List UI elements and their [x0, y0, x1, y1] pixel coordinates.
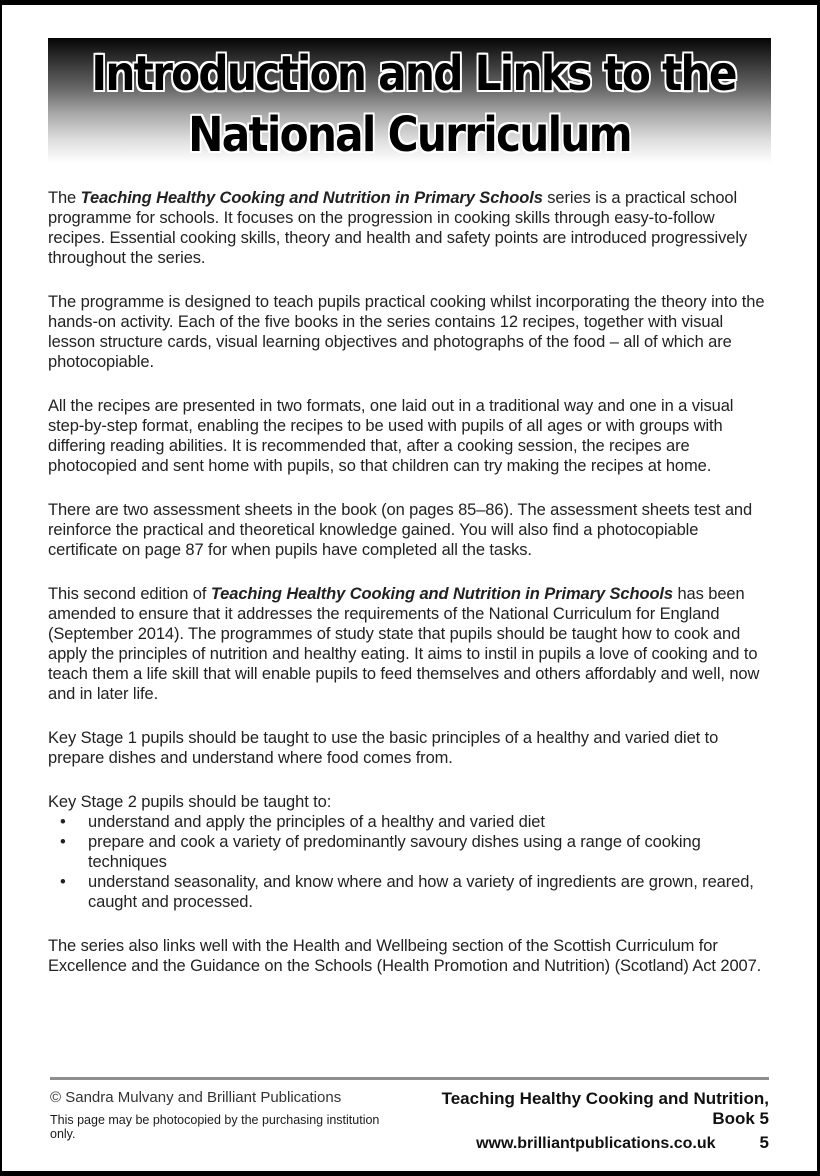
paragraph-series-intro	[48, 188, 771, 268]
paragraph-second-edition	[48, 584, 771, 704]
bullet-text: understand seasonality, and know where and how a variety of ingredients are grown, reared, caught and processed.	[88, 873, 754, 911]
page-title-line-1: Introduction and Links to the	[91, 46, 736, 102]
footer-left	[50, 1089, 395, 1141]
bullet-icon: •	[60, 813, 66, 831]
copyright-text: © Sandra Mulvany and Brilliant Publications	[50, 1089, 342, 1106]
bullet-icon: •	[60, 833, 66, 851]
bullet-text: understand and apply the principles of a healthy and varied diet	[88, 813, 545, 831]
paragraph-key-stage-1: Key Stage 1 pupils should be taught to use the basic principles of a healthy and varied diet to prepare dishes and understand where food comes from.	[48, 729, 719, 767]
page-number: 5	[759, 1133, 769, 1152]
book-title: Teaching Healthy Cooking and Nutrition, Book 5	[441, 1089, 769, 1128]
page-footer	[50, 1077, 769, 1153]
page-title-line-2: National Curriculum	[188, 107, 631, 163]
bullet-item	[48, 832, 771, 872]
paragraph-text: This second edition of	[48, 585, 211, 603]
footer-divider	[50, 1077, 769, 1080]
bullet-icon: •	[60, 873, 66, 891]
series-title-emphasis: Teaching Healthy Cooking and Nutrition in Primary Schools	[80, 189, 543, 207]
paragraph-text: series is a practical school programme for schools. It focuses on the progression in cooking skills through easy-to-follow recipes. Essential cooking skills, theory and health and safety points are introduced progressively throughout the series.	[48, 189, 748, 267]
paragraph-scottish-curriculum: The series also links well with the Health and Wellbeing section of the Scottish Curriculum for Excellence and the Guidance on the Schools (Health Promotion and Nutrition) (Scotland) Act 2007.	[48, 937, 762, 975]
paragraph-text: The	[48, 189, 81, 207]
bullet-item	[48, 872, 771, 912]
paragraph-programme-design: The programme is designed to teach pupils practical cooking whilst incorporating the theory into the hands-on activity. Each of the five books in the series contains 12 recipes, together with visual lesson structure cards, visual learning objectives and photographs of the food – all of which are photocopiable.	[48, 293, 765, 371]
title-banner	[48, 38, 771, 168]
body-text	[48, 188, 771, 976]
paragraph-text: has been amended to ensure that it addresses the requirements of the National Curriculum for England (September 2014). The programmes of study state that pupils should be taught how to cook and apply the principles of nutrition and healthy eating. It aims to instil in pupils a love of cooking and to teach them a life skill that will enable pupils to feed themselves and others affordably and well, now and in later life.	[48, 585, 760, 703]
key-stage-2-bullet-list	[48, 812, 771, 912]
photocopy-note: This page may be photocopied by the purchasing institution only.	[50, 1113, 380, 1141]
footer-right	[395, 1089, 769, 1153]
website-text: www.brilliantpublications.co.uk	[476, 1135, 716, 1152]
paragraph-recipe-formats: All the recipes are presented in two formats, one laid out in a traditional way and one in a visual step-by-step format, enabling the recipes to be used with pupils of all ages or with groups with differing reading abilities. It is recommended that, after a cooking session, the recipes are photocopied and sent home with pupils, so that children can try making the recipes at home.	[48, 397, 734, 475]
key-stage-2-intro: Key Stage 2 pupils should be taught to:	[48, 793, 332, 811]
paragraph-assessment-sheets: There are two assessment sheets in the book (on pages 85–86). The assessment sheets test and reinforce the practical and theoretical knowledge gained. You will also find a photocopiable certificate on page 87 for when pupils have completed all the tasks.	[48, 501, 753, 559]
bullet-item	[48, 812, 771, 832]
series-title-emphasis: Teaching Healthy Cooking and Nutrition in Primary Schools	[210, 585, 673, 603]
bullet-text: prepare and cook a variety of predominantly savoury dishes using a range of cooking techniques	[88, 833, 701, 871]
